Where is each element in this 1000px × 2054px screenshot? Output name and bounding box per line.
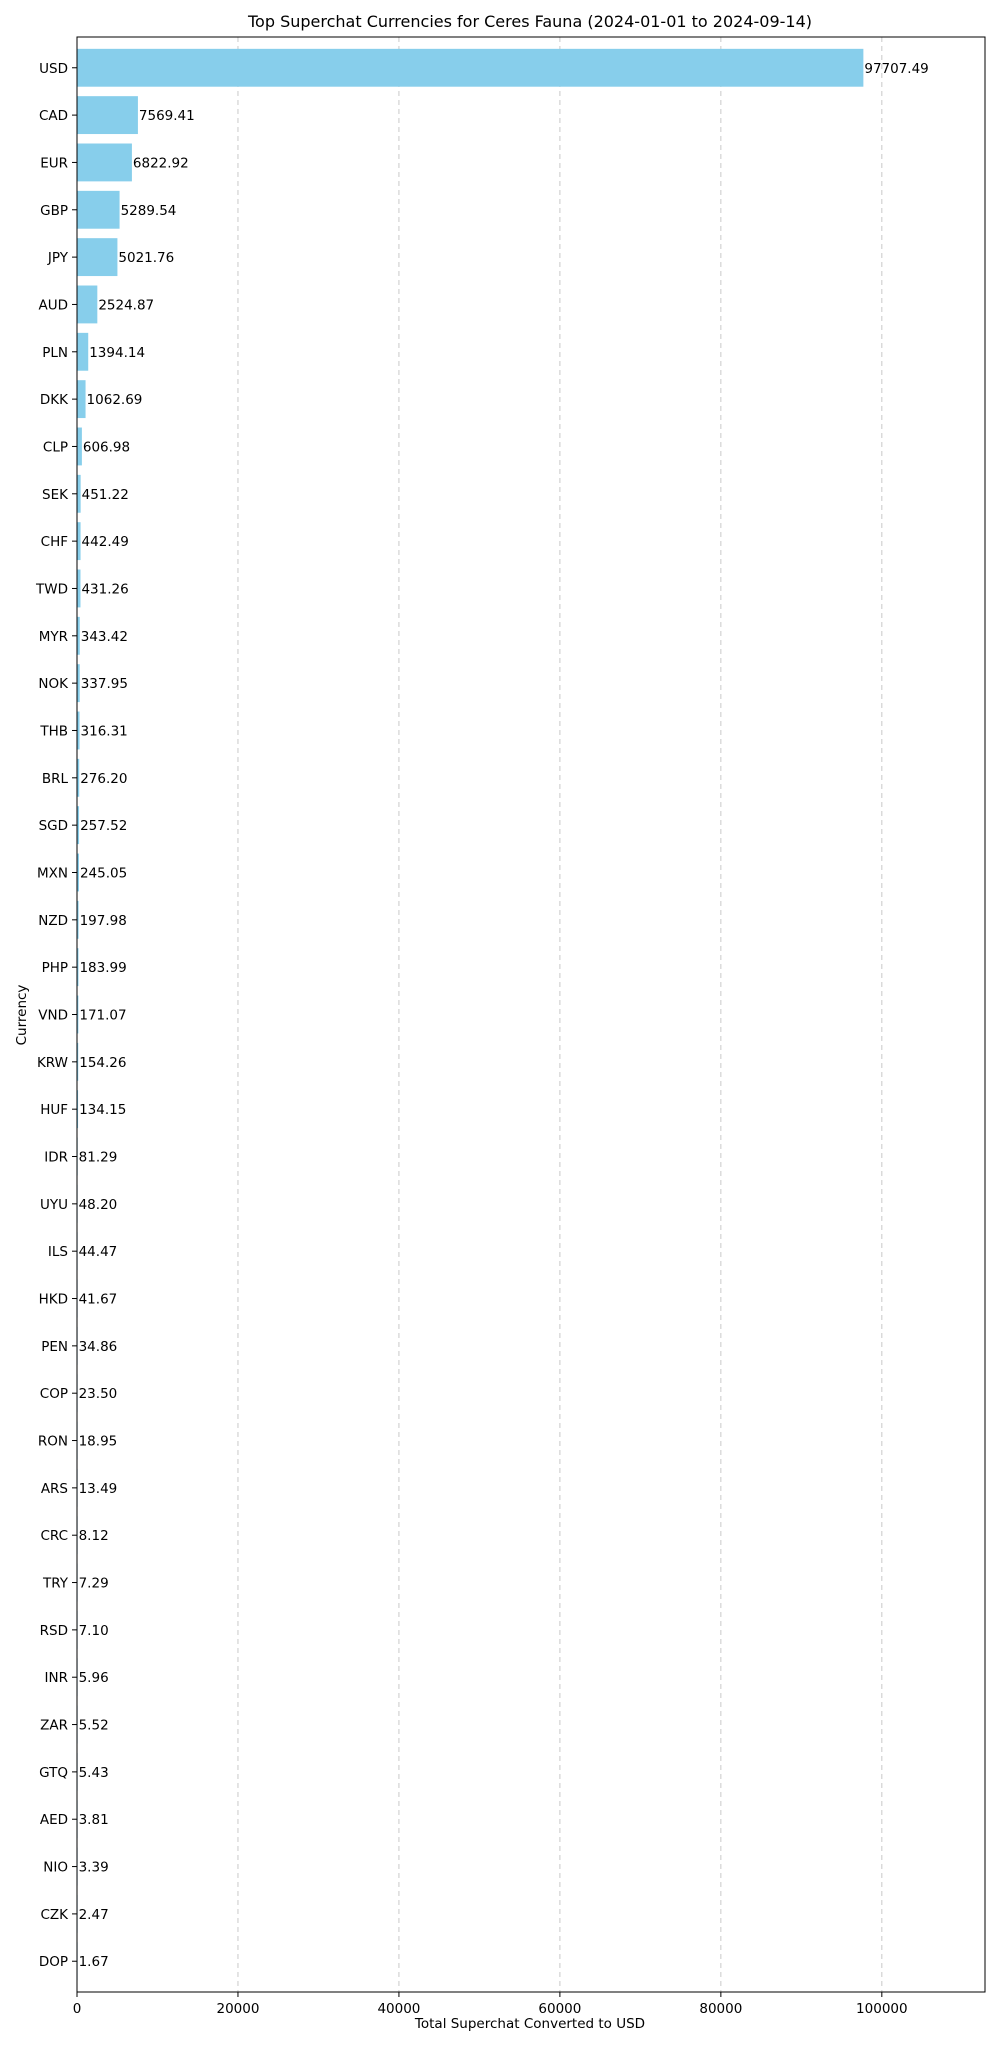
- value-label: 451.22: [81, 486, 129, 503]
- value-label: 5.43: [78, 1764, 109, 1781]
- category-label: ZAR: [40, 1717, 68, 1734]
- value-label: 343.42: [80, 628, 129, 645]
- category-label: RSD: [39, 1622, 68, 1639]
- value-label: 48.20: [78, 1196, 118, 1213]
- category-label: HKD: [38, 1291, 68, 1308]
- category-label: SGD: [38, 818, 68, 835]
- category-label: NIO: [43, 1859, 68, 1876]
- category-label: JPY: [47, 250, 68, 267]
- category-label: AED: [39, 1812, 68, 1829]
- value-label: 134.15: [79, 1102, 127, 1119]
- value-label: 81.29: [78, 1149, 118, 1166]
- value-label: 154.26: [79, 1054, 127, 1071]
- category-label: ARS: [40, 1480, 68, 1497]
- value-label: 7569.41: [138, 108, 195, 125]
- category-label: EUR: [40, 155, 68, 172]
- value-label: 41.67: [78, 1291, 118, 1308]
- category-label: MYR: [38, 628, 68, 645]
- category-label: CHF: [40, 534, 68, 551]
- category-label: PEN: [41, 1338, 68, 1355]
- value-label: 2.47: [78, 1906, 109, 1923]
- category-label: AUD: [38, 297, 68, 314]
- value-label: 1.67: [78, 1954, 109, 1971]
- category-label: DKK: [39, 392, 68, 409]
- value-label: 13.49: [78, 1480, 118, 1497]
- value-label: 197.98: [79, 912, 127, 929]
- bar: [77, 191, 120, 229]
- value-label: 606.98: [82, 439, 131, 456]
- category-label: CRC: [40, 1528, 68, 1545]
- value-label: 44.47: [78, 1244, 118, 1261]
- category-label: GBP: [40, 202, 68, 219]
- category-label: SEK: [42, 486, 68, 503]
- category-label: ILS: [47, 1244, 68, 1261]
- x-tick-label: 100000: [856, 2001, 908, 2017]
- category-label: NOK: [38, 676, 68, 693]
- category-label: TRY: [42, 1575, 68, 1592]
- value-label: 18.95: [78, 1433, 118, 1450]
- category-label: NZD: [38, 912, 68, 929]
- value-label: 245.05: [79, 865, 128, 882]
- bar: [77, 238, 117, 276]
- value-label: 3.39: [78, 1859, 109, 1876]
- category-label: CLP: [42, 439, 68, 456]
- category-label: BRL: [41, 770, 68, 787]
- bar: [77, 49, 863, 87]
- category-label: COP: [39, 1386, 68, 1403]
- value-label: 337.95: [80, 676, 128, 693]
- x-axis-label: Total Superchat Converted to USD: [414, 2016, 646, 2032]
- value-label: 1394.14: [89, 344, 146, 361]
- category-label: RON: [37, 1433, 68, 1450]
- value-label: 7.10: [78, 1622, 109, 1639]
- category-label: DOP: [38, 1954, 68, 1971]
- value-label: 6822.92: [132, 155, 189, 172]
- category-label: UYU: [39, 1196, 68, 1213]
- bar: [77, 522, 81, 560]
- value-label: 34.86: [78, 1338, 118, 1355]
- bar: [77, 286, 97, 324]
- x-tick-label: 20000: [216, 2001, 260, 2017]
- value-label: 183.99: [79, 960, 127, 977]
- value-label: 171.07: [79, 1007, 127, 1024]
- value-label: 431.26: [81, 581, 129, 598]
- category-label: CZK: [40, 1906, 68, 1923]
- category-label: USD: [39, 60, 68, 77]
- value-label: 2524.87: [98, 297, 155, 314]
- value-label: 257.52: [80, 818, 128, 835]
- category-label: IDR: [44, 1149, 68, 1166]
- category-label: CAD: [38, 108, 68, 125]
- value-label: 5021.76: [118, 250, 175, 267]
- category-label: TWD: [36, 581, 68, 598]
- value-label: 3.81: [78, 1812, 109, 1829]
- bar: [77, 570, 80, 608]
- category-label: PLN: [42, 344, 68, 361]
- category-label: THB: [40, 723, 68, 740]
- value-label: 97707.49: [864, 60, 929, 77]
- chart-title: Top Superchat Currencies for Ceres Fauna (2024-01-01 to 2024-09-14): [247, 12, 813, 31]
- value-label: 23.50: [78, 1386, 118, 1403]
- category-label: INR: [44, 1670, 68, 1687]
- bar: [77, 475, 81, 513]
- bar: [77, 428, 82, 466]
- x-tick-label: 0: [72, 2001, 82, 2017]
- category-label: PHP: [41, 960, 68, 977]
- category-label: VND: [38, 1007, 68, 1024]
- category-label: KRW: [36, 1054, 68, 1071]
- value-label: 7.29: [78, 1575, 109, 1592]
- bar: [77, 96, 138, 134]
- bar: [77, 380, 86, 418]
- value-label: 5.52: [78, 1717, 109, 1734]
- x-tick-label: 80000: [699, 2001, 743, 2017]
- value-label: 276.20: [80, 770, 128, 787]
- category-label: HUF: [40, 1102, 68, 1119]
- x-tick-label: 40000: [377, 2001, 421, 2017]
- value-label: 8.12: [78, 1528, 109, 1545]
- y-axis-label: Currency: [14, 984, 30, 1046]
- value-label: 1062.69: [86, 392, 143, 409]
- category-label: MXN: [37, 865, 68, 882]
- value-label: 5289.54: [120, 202, 177, 219]
- x-tick-label: 60000: [538, 2001, 582, 2017]
- category-label: GTQ: [39, 1764, 68, 1781]
- value-label: 5.96: [78, 1670, 109, 1687]
- bar: [77, 333, 88, 371]
- bar: [77, 144, 132, 182]
- value-label: 316.31: [80, 723, 128, 740]
- value-label: 442.49: [81, 534, 129, 551]
